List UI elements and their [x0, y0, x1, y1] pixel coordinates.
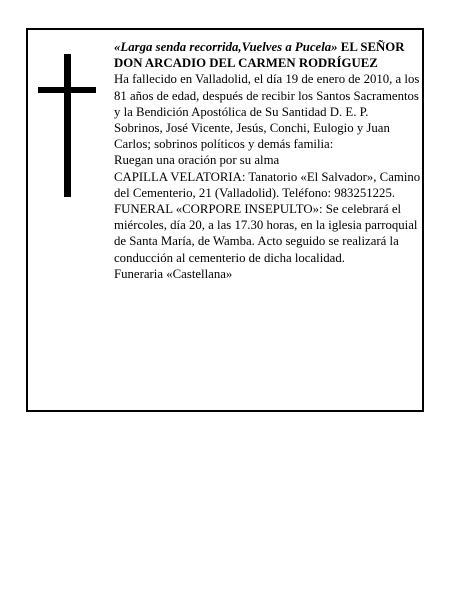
obituary-text: [114, 39, 423, 282]
cross-vertical-bar: [64, 54, 71, 197]
obituary-title-prefix: EL SEÑOR: [340, 40, 405, 54]
cross-icon: [38, 54, 96, 197]
funeral-home: Funeraria «Castellana»: [114, 266, 233, 281]
funeral-info: FUNERAL «CORPORE INSEPULTO»: Se celebrará el miércoles, día 20, a las 17.30 horas, en la iglesia parroquial de Santa María, de Wamba. Acto seguido se realizará la conducción al cementerio de dicha localidad.: [114, 202, 418, 265]
wake-chapel-info: CAPILLA VELATORIA: Tanatorio «El Salvador», Camino del Cementerio, 21 (Valladolid). Teléfono: 983251225.: [114, 169, 421, 200]
obituary-headline: [114, 39, 423, 55]
cross-horizontal-bar: [38, 87, 96, 93]
announcement-paragraph: Ha fallecido en Valladolid, el día 19 de enero de 2010, a los 81 años de edad, después de recibir los Santos Sacramentos y la Bendición Apostólica de Su Santidad D. E. P.: [114, 72, 420, 119]
obituary-quote: «Larga senda recorrida,Vuelves a Pucela»: [114, 40, 338, 54]
family-paragraph: Sobrinos, José Vicente, Jesús, Conchi, Eulogio y Juan Carlos; sobrinos políticos y demás familia:: [114, 121, 390, 152]
deceased-name: DON ARCADIO DEL CARMEN RODRÍGUEZ: [114, 56, 378, 71]
prayer-request: Ruegan una oración por su alma: [114, 153, 280, 168]
